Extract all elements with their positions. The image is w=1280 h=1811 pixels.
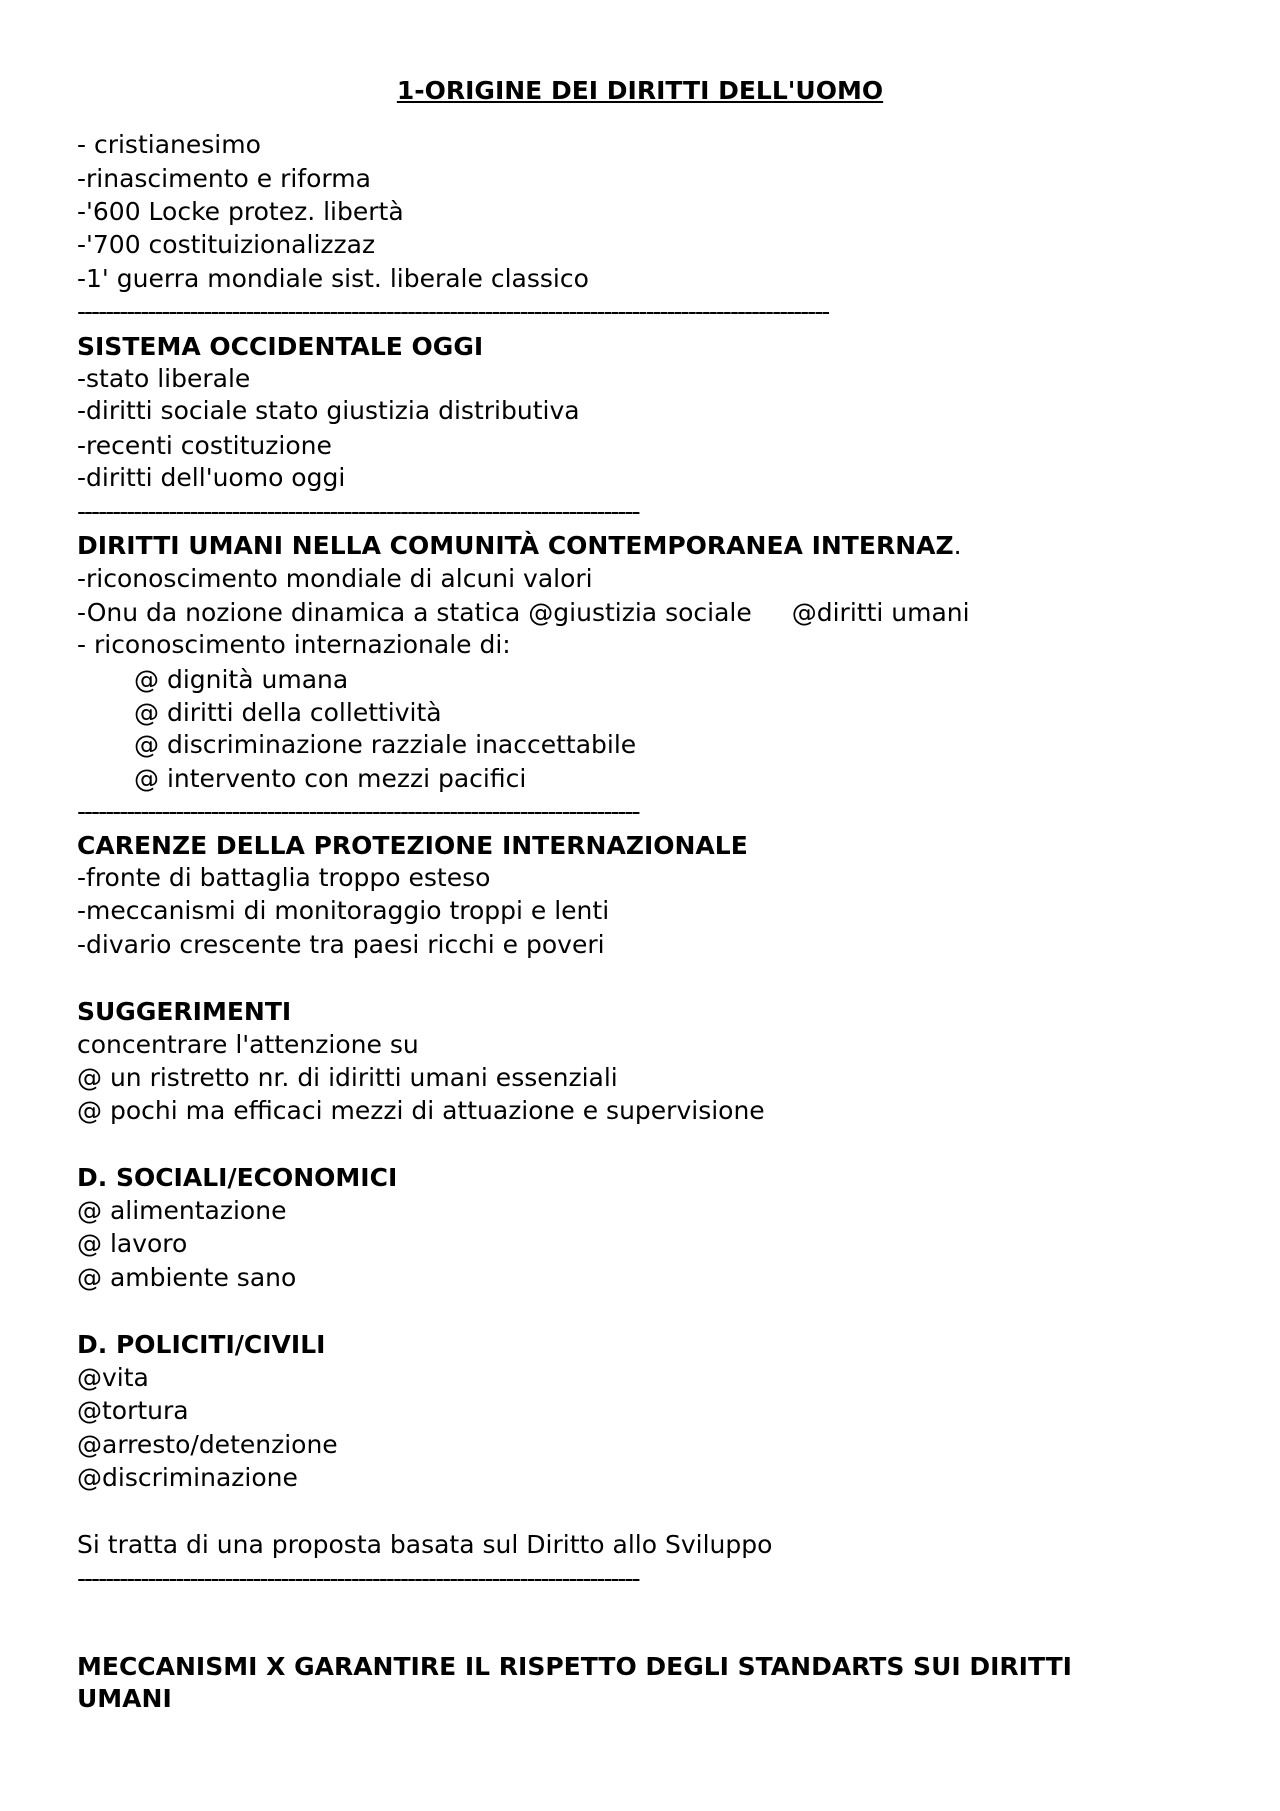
comunita-item-part: @diritti umani [791, 598, 970, 627]
suggerimenti-item: @ pochi ma efficaci mezzi di attuazione e supervisione [77, 1096, 765, 1125]
politici-item: @arresto/detenzione [77, 1430, 338, 1459]
comunita-item-part: -Onu da nozione dinamica a statica @giustizia sociale [77, 598, 752, 627]
politici-item: @vita [77, 1363, 149, 1392]
suggerimenti-item: @ un ristretto nr. di idiritti umani essenziali [77, 1063, 618, 1092]
comunita-item: -riconoscimento mondiale di alcuni valori [77, 564, 593, 593]
comunita-subitem: @ intervento con mezzi pacifici [134, 764, 527, 793]
section-heading-sistema: SISTEMA OCCIDENTALE OGGI [77, 332, 484, 361]
comunita-item [77, 598, 970, 628]
carenze-item: -fronte di battaglia troppo esteso [77, 863, 491, 892]
section-heading-comunita [77, 531, 962, 561]
origin-item: -'700 costituizionalizzaz [77, 230, 376, 259]
comunita-heading-suffix: . [953, 531, 962, 560]
origin-item: -1' guerra mondiale sist. liberale classico [77, 264, 589, 293]
sociali-item: @ lavoro [77, 1229, 188, 1258]
section-heading-meccanismi: MECCANISMI X GARANTIRE IL RISPETTO DEGLI STANDARTS SUI DIRITTI [77, 1652, 1072, 1681]
section-heading-carenze: CARENZE DELLA PROTEZIONE INTERNAZIONALE [77, 831, 748, 860]
document-title: 1-ORIGINE DEI DIRITTI DELL'UOMO [396, 76, 884, 105]
sociali-item: @ alimentazione [77, 1196, 287, 1225]
carenze-item: -meccanismi di monitoraggio troppi e lenti [77, 896, 610, 925]
separator-line: -------------------------------------------------------------------------------- [77, 502, 639, 522]
carenze-item: -divario crescente tra paesi ricchi e poveri [77, 930, 605, 959]
sistema-item: -diritti dell'uomo oggi [77, 463, 346, 492]
origin-item: - cristianesimo [77, 130, 261, 159]
origin-item: -'600 Locke protez. libertà [77, 197, 404, 226]
suggerimenti-item: concentrare l'attenzione su [77, 1030, 419, 1059]
section-heading-sociali: D. SOCIALI/ECONOMICI [77, 1163, 398, 1192]
proposta-text: Si tratta di una proposta basata sul Diritto allo Sviluppo [77, 1530, 773, 1559]
section-heading-suggerimenti: SUGGERIMENTI [77, 997, 292, 1026]
comunita-item: - riconoscimento internazionale di: [77, 630, 511, 659]
comunita-heading-text: DIRITTI UMANI NELLA COMUNITÀ CONTEMPORANEA INTERNAZ [77, 531, 954, 560]
section-heading-meccanismi-cont: UMANI [77, 1684, 172, 1713]
comunita-subitem: @ discriminazione razziale inaccettabile [134, 730, 637, 759]
sociali-item: @ ambiente sano [77, 1263, 297, 1292]
comunita-subitem: @ diritti della collettività [134, 698, 442, 727]
comunita-subitem: @ dignità umana [134, 665, 349, 694]
sistema-item: -recenti costituzione [77, 431, 332, 460]
politici-item: @tortura [77, 1396, 189, 1425]
separator-line: -------------------------------------------------------------------------------- [77, 802, 639, 822]
section-heading-politici: D. POLICITI/CIVILI [77, 1330, 326, 1359]
separator-line: -------------------------------------------------------------------------------- [77, 1569, 639, 1589]
separator-line: ----------------------------------------------------------------------------------------------------------- [77, 302, 829, 322]
politici-item: @discriminazione [77, 1463, 298, 1492]
origin-item: -rinascimento e riforma [77, 164, 371, 193]
sistema-item: -diritti sociale stato giustizia distributiva [77, 396, 580, 425]
sistema-item: -stato liberale [77, 364, 251, 393]
